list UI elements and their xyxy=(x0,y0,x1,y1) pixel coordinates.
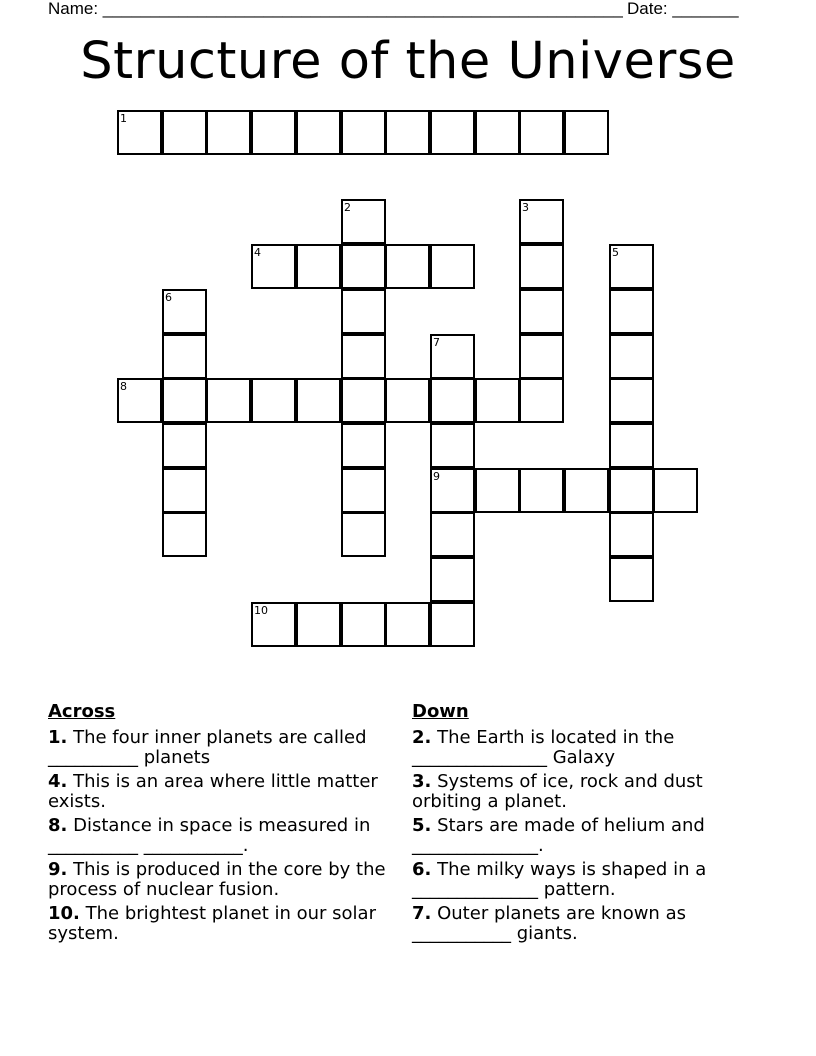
clue-number: 3 xyxy=(522,201,529,214)
grid-cell[interactable] xyxy=(519,289,564,334)
grid-cell[interactable] xyxy=(475,468,520,513)
grid-cell-10[interactable] xyxy=(251,602,296,647)
across-clues xyxy=(48,702,393,948)
grid-cell[interactable] xyxy=(162,468,207,513)
clue-number: 4. xyxy=(48,771,68,792)
grid-cell[interactable] xyxy=(430,110,475,155)
grid-cell[interactable] xyxy=(519,110,564,155)
clue-number: 1 xyxy=(120,112,127,125)
across-clue-list xyxy=(48,728,393,944)
across-clue xyxy=(48,728,393,768)
grid-cell[interactable] xyxy=(609,468,654,513)
grid-cell[interactable] xyxy=(251,110,296,155)
grid-cell[interactable] xyxy=(341,334,386,379)
clue-number: 8 xyxy=(120,380,127,393)
grid-cell[interactable] xyxy=(519,334,564,379)
clue-text: The brightest planet in our solar system. xyxy=(48,903,376,944)
clue-text: The milky ways is shaped in a ______________ pattern. xyxy=(412,859,707,900)
grid-cell-7[interactable] xyxy=(430,334,475,379)
clue-number: 2. xyxy=(412,727,432,748)
clue-number: 5 xyxy=(612,246,619,259)
grid-cell[interactable] xyxy=(162,110,207,155)
down-clue xyxy=(412,860,732,900)
grid-cell[interactable] xyxy=(430,423,475,468)
down-clues xyxy=(412,702,732,948)
grid-cell[interactable] xyxy=(162,378,207,423)
clue-text: Stars are made of helium and ______________. xyxy=(412,815,705,856)
grid-cell[interactable] xyxy=(296,110,341,155)
grid-cell[interactable] xyxy=(653,468,698,513)
clue-number: 5. xyxy=(412,815,432,836)
clue-number: 7. xyxy=(412,903,432,924)
clue-text: Distance in space is measured in __________ ___________. xyxy=(48,815,371,856)
grid-cell[interactable] xyxy=(609,512,654,557)
grid-cell[interactable] xyxy=(430,512,475,557)
grid-cell[interactable] xyxy=(475,378,520,423)
grid-cell-2[interactable] xyxy=(341,199,386,244)
clue-text: Outer planets are known as ___________ giants. xyxy=(412,903,686,944)
grid-cell[interactable] xyxy=(430,378,475,423)
grid-cell[interactable] xyxy=(564,468,609,513)
clue-text: Systems of ice, rock and dust orbiting a planet. xyxy=(412,771,703,812)
clue-number: 6 xyxy=(165,291,172,304)
down-clue xyxy=(412,816,732,856)
grid-cell[interactable] xyxy=(430,602,475,647)
clue-text: The Earth is located in the _______________ Galaxy xyxy=(412,727,675,768)
grid-cell[interactable] xyxy=(251,378,296,423)
grid-cell[interactable] xyxy=(519,468,564,513)
grid-cell-9[interactable] xyxy=(430,468,475,513)
grid-cell[interactable] xyxy=(385,378,430,423)
grid-cell[interactable] xyxy=(609,334,654,379)
grid-cell[interactable] xyxy=(162,512,207,557)
grid-cell-5[interactable] xyxy=(609,244,654,289)
clue-number: 2 xyxy=(344,201,351,214)
grid-cell[interactable] xyxy=(341,423,386,468)
down-clue xyxy=(412,772,732,812)
grid-cell[interactable] xyxy=(162,334,207,379)
grid-cell[interactable] xyxy=(385,244,430,289)
grid-cell[interactable] xyxy=(385,602,430,647)
grid-cell[interactable] xyxy=(341,512,386,557)
clue-text: This is produced in the core by the process of nuclear fusion. xyxy=(48,859,386,900)
grid-cell[interactable] xyxy=(206,110,251,155)
across-clue xyxy=(48,860,393,900)
grid-cell-4[interactable] xyxy=(251,244,296,289)
across-clue xyxy=(48,816,393,856)
clue-number: 7 xyxy=(433,336,440,349)
down-clue xyxy=(412,728,732,768)
grid-cell[interactable] xyxy=(385,110,430,155)
grid-cell[interactable] xyxy=(519,378,564,423)
clue-text: This is an area where little matter exists. xyxy=(48,771,378,812)
grid-cell[interactable] xyxy=(564,110,609,155)
grid-cell[interactable] xyxy=(296,378,341,423)
date-field-label: Date: _______ xyxy=(627,0,739,18)
across-clue xyxy=(48,904,393,944)
grid-cell[interactable] xyxy=(341,468,386,513)
grid-cell[interactable] xyxy=(341,110,386,155)
grid-cell[interactable] xyxy=(341,378,386,423)
clue-number: 4 xyxy=(254,246,261,259)
clue-number: 9 xyxy=(433,470,440,483)
across-heading: Across xyxy=(48,701,116,722)
grid-cell[interactable] xyxy=(430,244,475,289)
grid-cell[interactable] xyxy=(341,289,386,334)
down-clue xyxy=(412,904,732,944)
clue-number: 8. xyxy=(48,815,68,836)
grid-cell[interactable] xyxy=(162,423,207,468)
grid-cell[interactable] xyxy=(609,289,654,334)
clue-number: 10 xyxy=(254,604,268,617)
clue-number: 3. xyxy=(412,771,432,792)
clue-text: The four inner planets are called __________ planets xyxy=(48,727,367,768)
down-heading: Down xyxy=(412,701,469,722)
down-clue-list xyxy=(412,728,732,944)
grid-cell[interactable] xyxy=(341,244,386,289)
grid-cell[interactable] xyxy=(341,602,386,647)
grid-cell-3[interactable] xyxy=(519,199,564,244)
clue-number: 10. xyxy=(48,903,80,924)
grid-cell[interactable] xyxy=(206,378,251,423)
grid-cell[interactable] xyxy=(296,602,341,647)
grid-cell[interactable] xyxy=(430,557,475,602)
grid-cell-6[interactable] xyxy=(162,289,207,334)
grid-cell[interactable] xyxy=(475,110,520,155)
grid-cell[interactable] xyxy=(519,244,564,289)
grid-cell-1[interactable] xyxy=(117,110,162,155)
grid-cell[interactable] xyxy=(609,557,654,602)
clue-number: 9. xyxy=(48,859,68,880)
clue-number: 1. xyxy=(48,727,68,748)
across-clue xyxy=(48,772,393,812)
grid-cell[interactable] xyxy=(609,378,654,423)
name-field-label: Name: _______________________________________________________ xyxy=(48,0,623,18)
grid-cell[interactable] xyxy=(609,423,654,468)
clue-number: 6. xyxy=(412,859,432,880)
grid-cell[interactable] xyxy=(296,244,341,289)
grid-cell-8[interactable] xyxy=(117,378,162,423)
puzzle-title: Structure of the Universe xyxy=(80,32,736,91)
